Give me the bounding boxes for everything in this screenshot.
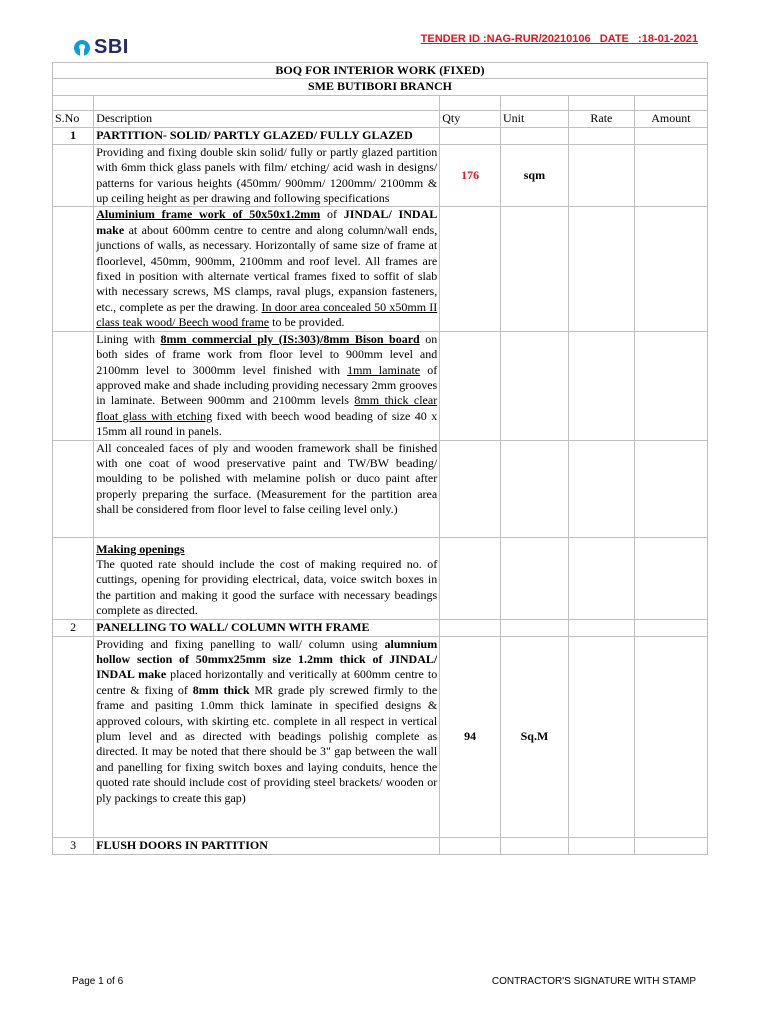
spec-section: alumnium hollow section of 50mmx25mm size 1.2mm thick of JINDAL/ INDAL make (96, 636, 438, 682)
item-sno: 2 (53, 619, 94, 636)
table-row (53, 619, 708, 636)
table-row (53, 127, 708, 144)
item-qty: 176 (440, 144, 501, 207)
item-heading: PARTITION- SOLID/ PARTLY GLAZED/ FULLY GLAZED (94, 127, 440, 144)
col-amount: Amount (634, 110, 707, 127)
table-row (53, 144, 708, 207)
spec-text: placed horizontally and veritically at 600mm centre to centre & fixing of (96, 667, 438, 697)
spec-text: Providing and fixing panelling to wall/ column using (96, 636, 385, 651)
item-description: All concealed faces of ply and wooden framework shall be finished with one coat of wood preservative paint and TW/BW beading/ moulding to be polished with melamine polish or duco paint after properly preparing the surface. (Measurement for the partition area shall be considered from floor level to false ceiling level only.) (94, 440, 440, 537)
table-row (53, 331, 708, 440)
table-title: BOQ FOR INTERIOR WORK (FIXED) (53, 63, 708, 79)
item-unit: Sq.M (500, 636, 568, 837)
page-number: Page 1 of 6 (72, 976, 124, 987)
table-row (53, 537, 708, 619)
item-description (94, 207, 440, 331)
spec-ply: 8mm thick (192, 682, 250, 697)
table-row (53, 207, 708, 331)
tender-id: TENDER ID :NAG-RUR/20210106 DATE :18-01-2021 (420, 33, 698, 45)
spec-laminate: 1mm laminate (347, 362, 421, 377)
making-openings-title: Making openings (96, 541, 185, 556)
spec-make: JINDAL/ INDAL make (96, 207, 438, 237)
spec-text: Lining with (96, 331, 161, 346)
spec-text: fixed with beech wood beading of size 40 x 15mm all round in panels. (96, 408, 438, 439)
sbi-logo (74, 36, 129, 59)
signature-note: CONTRACTOR'S SIGNATURE WITH STAMP (491, 976, 696, 987)
spec-text: of approved make and shade including providing necessary 2mm grooves in laminate. Between 900mm and 2100mm levels (96, 362, 438, 408)
item-sno: 3 (53, 837, 94, 854)
table-subtitle: SME BUTIBORI BRANCH (53, 79, 708, 95)
col-sno: S.No (53, 110, 94, 127)
making-openings-text: The quoted rate should include the cost of making required no. of cuttings, opening for providing electrical, data, voice switch boxes in the partition and making it good the surface with necessary beadings complete as directed. (96, 556, 438, 618)
spec-glass: 8mm thick clear float glass with etching (96, 393, 438, 423)
item-description (94, 537, 440, 619)
item-heading: PANELLING TO WALL/ COLUMN WITH FRAME (94, 619, 440, 636)
sbi-logo-icon (74, 40, 90, 56)
col-description: Description (94, 110, 440, 127)
spec-text: MR grade ply screwed firmly to the frame and pasiting 1.0mm thick laminate in specified designs & approved colours, with skirting etc. complete in all respect in vertical plum level and as directed with beadings polishig complete as directed. It may be noted that there should be 3" gap between the wall and panelling for fixing switch boxes and laying conduits, hence the quoted rate should include cost of providing steel brackets/ wooden or ply packings to create this gap) (96, 682, 438, 805)
table-row (53, 636, 708, 837)
table-row (53, 440, 708, 537)
item-description: Providing and fixing double skin solid/ fully or partly glazed partition with 6mm thick glass panels with film/ etching/ acid wash in designs/ patterns for various heights (450mm/ 900mm/ 1200mm/ 2100mm & up ceiling height as per drawing and following specifications (94, 144, 440, 207)
item-qty: 94 (440, 636, 501, 837)
item-unit: sqm (500, 144, 568, 207)
spec-door-frame: In door area concealed 50 x50mm II class teak wood/ Beech wood frame (96, 299, 438, 330)
item-description (94, 331, 440, 440)
item-sno: 1 (53, 127, 94, 144)
spec-frame: Aluminium frame work of 50x50x1.2mm (96, 207, 321, 222)
item-heading: FLUSH DOORS IN PARTITION (94, 837, 440, 854)
table-row (53, 837, 708, 854)
spec-text: at about 600mm centre to centre and along column/wall ends, junctions of walls, as necessary. Horizontally of same size of frame at floorlevel, 450mm, 900mm, 2100mm and roof level. All frames are fixed in position with alternate vertical frames fixed to soffit of slab with necessary screws, MS clamps, raval plugs, expansion fasteners, etc., complete as per the drawing. (96, 222, 438, 314)
boq-table (52, 62, 708, 855)
spec-text: to be provided. (269, 315, 345, 330)
column-headers (53, 110, 708, 127)
col-unit: Unit (500, 110, 568, 127)
logo-text: SBI (94, 36, 129, 58)
spec-text: of (320, 207, 344, 222)
col-qty: Qty (440, 110, 501, 127)
item-description (94, 636, 440, 837)
col-rate: Rate (568, 110, 634, 127)
spec-ply: 8mm commercial ply (IS:303)/8mm Bison board (160, 331, 420, 346)
spec-text: on both sides of frame work from floor level to 900mm level and 2100mm level to 3000mm level finished with (96, 331, 438, 377)
